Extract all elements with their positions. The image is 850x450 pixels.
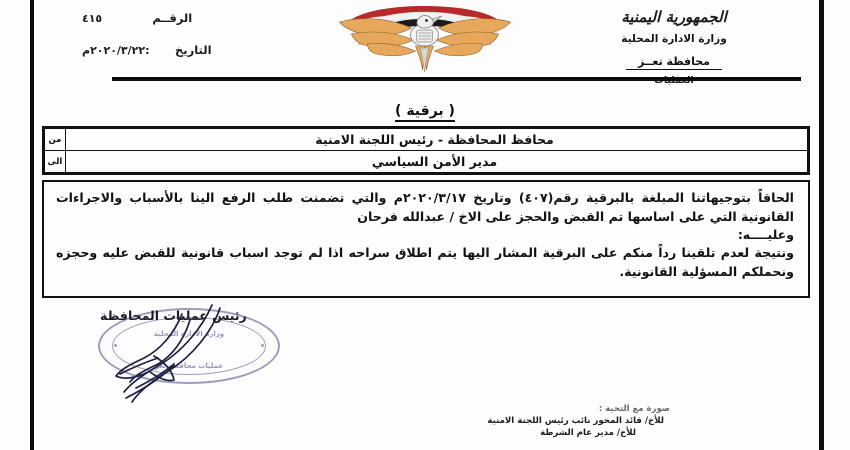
addressing-to-value: مدير الأمن السياسي	[66, 151, 808, 173]
addressing-from-key: من	[45, 129, 66, 151]
date-label: التاريخ	[175, 42, 212, 57]
stamp-bottom-text: عمليات محافظة تعز	[154, 362, 224, 370]
date-value: :٢٠٢٠/٣/٢٢م	[82, 43, 150, 57]
signature-title: رئيس عمليات المحافظة	[100, 308, 247, 323]
body-paragraph-2: ونتيجة لعدم تلقينا رداً منكم على البرقية المشار اليها يتم اطلاق سراحه اذا لم توجد اسباب قانونية للقبض عليه وحجزه ونحملكم المسؤلية القانونية.	[56, 245, 794, 280]
header-divider	[112, 77, 801, 81]
cc-item: للأخ/ قائد المحور نائب رئيس اللجنة الامنية	[487, 416, 664, 426]
stamp-top-text: وزارة الادارة المحلية	[153, 330, 225, 338]
number-value: ٤١٥	[82, 12, 103, 25]
body-paragraph-1: الحاقاً بتوجيهاتنا المبلغة بالبرقية رقم(٤٠٧) وتاريخ ٢٠٢٠/٣/١٧م والتي تضمنت طلب الرفع الينا بالأسباب والاجراءات القانونية التي على اساسها تم القبض والحجز على الاخ / عبدالله فرحان	[56, 190, 794, 225]
header-authority-block	[549, 8, 799, 86]
ministry-name: وزارة الادارة المحلية	[621, 33, 727, 45]
header-number-line	[82, 12, 332, 26]
addressing-from-value: محافظ المحافظة - رئيس اللجنة الامنية	[66, 129, 808, 151]
cc-distribution-list	[370, 404, 670, 439]
message-body-box	[42, 180, 810, 298]
header-date-line	[82, 44, 332, 58]
addressing-to-key: الى	[45, 151, 66, 173]
page-title-text: ( برقية )	[395, 103, 455, 122]
cc-item: للأخ/ مدير عام الشرطة	[540, 427, 636, 438]
body-sub-heading: وعليــــه:	[737, 227, 794, 243]
number-label: الرقــم	[152, 11, 193, 25]
governorate-name: محافظة تعــز	[626, 55, 722, 70]
addressing-table	[42, 126, 810, 175]
table-row	[45, 151, 808, 173]
republic-name: الجمهورية اليمنية	[621, 8, 727, 26]
header-reference-block	[82, 12, 332, 57]
table-row	[45, 129, 808, 151]
yemen-eagle-emblem-icon	[338, 2, 513, 74]
cc-heading: صورة مع التحية :	[598, 404, 670, 414]
page-title	[0, 100, 850, 122]
signature-block	[62, 300, 342, 415]
page-frame-right-rule	[819, 0, 824, 450]
